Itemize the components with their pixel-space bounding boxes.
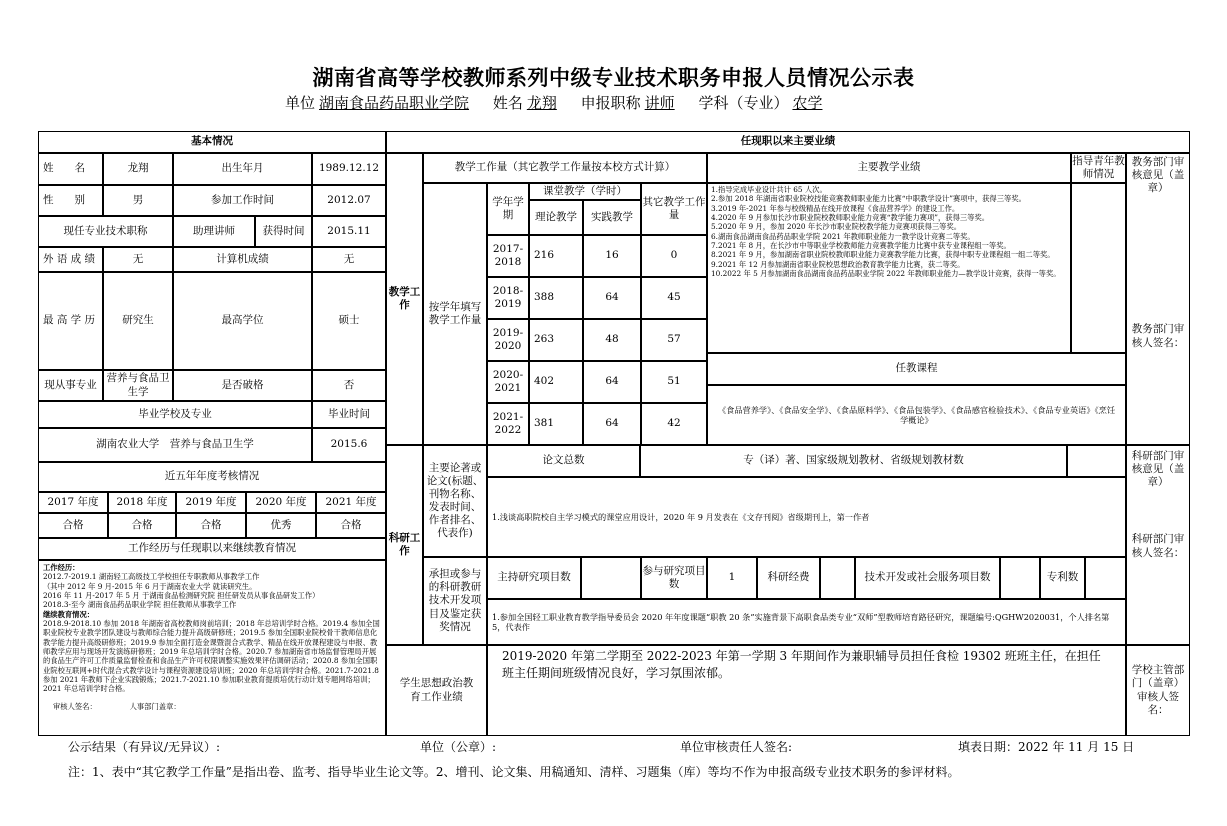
fund-value — [820, 557, 855, 599]
main-item: 2.参加 2018 年湖南省职业院校技能竞赛教师职业能力比赛“中职教学设计”赛项中，获得三等奖。 — [711, 194, 1026, 204]
name-value: 龙翔 — [526, 94, 557, 112]
row-theory: 381 — [529, 403, 583, 445]
main-list — [707, 183, 1071, 353]
year-2017: 2017 年度 — [38, 492, 108, 513]
sign-reviewer: 审核人签名： — [53, 701, 94, 711]
gender-value: 男 — [103, 185, 173, 216]
result-2021: 合格 — [316, 513, 386, 538]
work-value: 2012.07 — [312, 185, 386, 216]
row-practice: 48 — [583, 319, 641, 361]
exp-label: 工作经历与任现职以来继续教育情况 — [38, 538, 386, 560]
book-count — [1067, 445, 1126, 477]
sign-hr: 人事部门盖章： — [129, 701, 181, 711]
fill-label: 按学年填写教学工作量 — [423, 183, 487, 445]
book-label: 专（译）著、国家级规划教材、省级规划教材数 — [640, 445, 1067, 477]
main-item: 4.2020 年 9 月参加长沙市职业院校教师职业能力竞赛“教学能力赛项”，获得三等奖。 — [711, 212, 990, 222]
main-item: 7.2021 年 8 月，在长沙市中等职业学校教师能力竞赛教学能力比赛中获专业课程组一等奖。 — [711, 240, 1011, 250]
school-dept: 学校主管部门（盖章）审核人签名： — [1126, 645, 1190, 736]
patent-count — [1085, 557, 1126, 599]
workload-head: 教学工作量（其它教学工作量按本校方式计算） — [423, 153, 707, 183]
subject-label: 学科（专业） — [698, 94, 789, 112]
exempt-label: 是否破格 — [173, 370, 312, 401]
result-2020: 优秀 — [246, 513, 316, 538]
row-practice: 64 — [583, 403, 641, 445]
main-item: 10.2022 年 5 月参加湖南食品湖南食品药品职业学院 2022 年教师职业能力—教学设计竞赛，获得一等奖。 — [711, 268, 1061, 278]
row-year: 2018-2019 — [487, 277, 529, 319]
col-class: 课堂教学（学时） — [529, 183, 641, 200]
name-label: 姓名 — [492, 94, 523, 112]
grad-time-value: 2015.6 — [312, 428, 386, 462]
degree-label: 最高学位 — [173, 272, 312, 370]
subject-value: 农学 — [792, 94, 823, 112]
achieve-section-head: 任现职以来主要业绩 — [386, 131, 1190, 153]
footer-unit-seal: 单位（公章）: — [420, 740, 497, 754]
edu-head: 继续教育情况： — [43, 609, 95, 619]
name-cell-label: 姓 名 — [38, 153, 103, 185]
row-theory: 402 — [529, 361, 583, 403]
row-practice: 64 — [583, 277, 641, 319]
teaching-label: 教学工作 — [386, 153, 423, 445]
ideo-label: 学生思想政治教育工作业绩 — [386, 645, 487, 736]
row-theory: 263 — [529, 319, 583, 361]
assess-label: 近五年年度考核情况 — [38, 462, 386, 492]
main-item: 5.2020 年 9 月，参加 2020 年长沙市职业院校教学能力竞赛项获得三等奖。 — [711, 222, 962, 232]
school-label: 毕业学校及专业 — [38, 401, 312, 428]
title-label: 申报职称 — [580, 94, 641, 112]
lang-value: 无 — [103, 247, 173, 272]
work-line: 2012.7-2019.1 湖南轻工高级技工学校担任专职教师从事教学工作 — [43, 572, 260, 582]
mentor-head: 指导青年教师情况 — [1071, 153, 1126, 183]
footer-result: 公示结果（有异议/无异议）: — [68, 740, 221, 754]
computer-label: 计算机成绩 — [173, 247, 312, 272]
tech-label: 技术开发或社会服务项目数 — [855, 557, 1000, 599]
year-2018: 2018 年度 — [108, 492, 176, 513]
row-other: 51 — [641, 361, 707, 403]
fund-label: 科研经费 — [757, 557, 820, 599]
current-title-label: 现任专业技术职称 — [38, 216, 173, 247]
join-count: 1 — [707, 557, 757, 599]
result-2018: 合格 — [108, 513, 176, 538]
row-practice: 16 — [583, 235, 641, 277]
title-value: 讲师 — [644, 94, 675, 112]
footer-note: 注：1、表中“其它教学工作量”是指出卷、监考、指导毕业生论文等。2、增刊、论文集、用稿通知、清样、习题集（库）等均不作为申报高级专业技术职务的参评材料。 — [68, 765, 960, 779]
basic-section-head: 基本情况 — [38, 131, 386, 153]
main-head: 主要教学业绩 — [707, 153, 1071, 183]
row-theory: 216 — [529, 235, 583, 277]
host-count — [581, 557, 641, 599]
dept-head: 教务部门审核意见（盖章） — [1131, 156, 1185, 195]
col-other: 其它教学工作量 — [641, 183, 707, 235]
major-value: 营养与食品卫生学 — [103, 370, 173, 401]
courses-head: 任教课程 — [707, 353, 1126, 385]
main-item: 9.2021 年 12 月参加湖南省职业院校思想政治教育教学能力比赛，获二等奖。 — [711, 259, 965, 269]
row-other: 0 — [641, 235, 707, 277]
row-other: 57 — [641, 319, 707, 361]
computer-value: 无 — [312, 247, 386, 272]
unit-label: 单位 — [285, 94, 316, 112]
mentor-cell — [1071, 183, 1126, 353]
dept-sign: 教务部门审核人签名： — [1131, 323, 1185, 349]
work-line: （其中 2012 年 9 月-2015 年 6 月于湖南农业大学 就读研究生。 — [43, 581, 257, 591]
major-label: 现从事专业 — [38, 370, 103, 401]
host-label: 主持研究项目数 — [487, 557, 581, 599]
research-label: 科研工作 — [386, 445, 423, 645]
main-item: 3.2019 年-2021 年参与校级精品在线开放课程《食品营养学》的建设工作。 — [711, 203, 960, 213]
proj-label: 承担或参与的科研教研技术开发项目及鉴定获奖情况 — [423, 557, 487, 645]
current-title: 助理讲师 — [173, 216, 255, 247]
exempt-value: 否 — [312, 370, 386, 401]
research-dept: 科研部门审核意见（盖章） — [1131, 450, 1185, 489]
birth-label: 出生年月 — [173, 153, 312, 185]
result-2017: 合格 — [38, 513, 108, 538]
work-label: 参加工作时间 — [173, 185, 312, 216]
courses: 《食品营养学》、《食品安全学》、《食品原料学》、《食品包装学》、《食品感官检验技术》、《食品专业英语》《烹饪学概论》 — [707, 385, 1126, 445]
col-practice: 实践教学 — [583, 200, 641, 235]
year-2020: 2020 年度 — [246, 492, 316, 513]
edu-value: 研究生 — [103, 272, 173, 370]
row-year: 2019-2020 — [487, 319, 529, 361]
school-value: 湖南农业大学 营养与食品卫生学 — [38, 428, 312, 462]
dept-review-box — [1126, 153, 1190, 445]
year-2019: 2019 年度 — [176, 492, 246, 513]
year-2021: 2021 年度 — [316, 492, 386, 513]
main-item: 6.湖南食品湖南食品药品职业学院 2021 年教师职业能力一教学设计竞赛二等奖。 — [711, 231, 975, 241]
obtain-value: 2015.11 — [312, 216, 386, 247]
tech-count — [1000, 557, 1040, 599]
main-item: 1.指导完成毕业设计共计 65 人次。 — [711, 185, 827, 194]
obtain-label: 获得时间 — [255, 216, 312, 247]
ideo-text: 2019-2020 年第二学期至 2022-2023 年第一学期 3 年期间作为兼职辅导员担任食检 19302 班班主任，在担任班主任期间班级情况良好，学习氛围浓郁。 — [487, 645, 1126, 736]
row-other: 42 — [641, 403, 707, 445]
research-sign: 科研部门审核人签名： — [1131, 533, 1185, 559]
col-year: 学年学期 — [487, 183, 529, 235]
lang-label: 外 语 成 绩 — [38, 247, 103, 272]
work-line: 2018.3-至今 湖南食品药品职业学院 担任教师从事教学工作 — [43, 600, 237, 610]
edu-text: 2018.9-2018.10 参加 2018 年湖南省高校教师岗前培训；2018 年总培训学时合格。2019.4 参加全国职业院校专业教学团队建设与教师综合能力提升高级研修班；2019.5 参加全国职业院校骨干教师信息化教学能力提升高级研修班；2019.9 参加全面打造金课暨混合式教学、精品在线开放课程建设与申报、教师教学应用与现场开发演练研修班；2019 年总培训学时合格。2020.7 参加湖南省市场监督管理局开展的食品生产许可工作质量监督检查和食品生产许可权限调整实施效果评估调研活动；2020.8 参加全国职业院校互联网+时代混合式教学设计与课程资源建设培训班；2020 年总培训学时合格。2021.7-2021.8 参加 2021 年教师下企业实践锻炼；2021.7-2021.10 参加职业教育提质培优行动计划专题网络培训；2021 年总培训学时合格。 — [43, 618, 380, 694]
experience-box — [38, 560, 386, 736]
grad-time-label: 毕业时间 — [312, 401, 386, 428]
row-practice: 64 — [583, 361, 641, 403]
row-year: 2017-2018 — [487, 235, 529, 277]
edu-label: 最 高 学 历 — [38, 272, 103, 370]
work-line: 2016 年 11 月-2017 年 5 月 于湖南食品检测研究院 担任研发员从事食品研发工作） — [43, 590, 320, 600]
row-year: 2020-2021 — [487, 361, 529, 403]
patent-label: 专利数 — [1040, 557, 1085, 599]
row-other: 45 — [641, 277, 707, 319]
footer-reviewer: 单位审核责任人签名: — [680, 740, 793, 754]
result-2019: 合格 — [176, 513, 246, 538]
paper-count-label: 论文总数 — [487, 445, 640, 477]
name-cell: 龙翔 — [103, 153, 173, 185]
proj-text: 1.参加全国轻工职业教育教学指导委员会 2020 年年度课题“职教 20 条”实施背景下高职食品类专业“双师”型教师培育路径研究，课题编号:QGHW2020031，个人排名第 5，代表作 — [487, 599, 1126, 645]
main-item: 8.2021 年 9 月，参加湖南省职业院校教师职业能力竞赛教学能力比赛，获得中职专业课程组一组二等奖。 — [711, 250, 1055, 260]
research-review-box — [1126, 445, 1190, 645]
gender-label: 性 别 — [38, 185, 103, 216]
join-label: 参与研究项目数 — [641, 557, 707, 599]
page-title: 湖南省高等学校教师系列中级专业技术职务申报人员情况公示表 — [312, 66, 915, 90]
work-head: 工作经历： — [43, 563, 80, 572]
col-theory: 理论教学 — [529, 200, 583, 235]
unit-value: 湖南食品药品职业学院 — [319, 94, 470, 112]
row-theory: 388 — [529, 277, 583, 319]
degree-value: 硕士 — [312, 272, 386, 370]
paper-text: 1.浅谈高职院校自主学习模式的课堂应用设计，2020 年 9 月发表在《文存刊阅》省级期刊上，第一作者 — [487, 477, 1126, 557]
papers-label: 主要论著或论文(标题、刊物名称、发表时间、作者排名、代表作) — [423, 445, 487, 557]
birth-value: 1989.12.12 — [312, 153, 386, 185]
footer-date: 填表日期：2022 年 11 月 15 日 — [958, 740, 1135, 754]
header-info — [285, 92, 826, 113]
row-year: 2021-2022 — [487, 403, 529, 445]
